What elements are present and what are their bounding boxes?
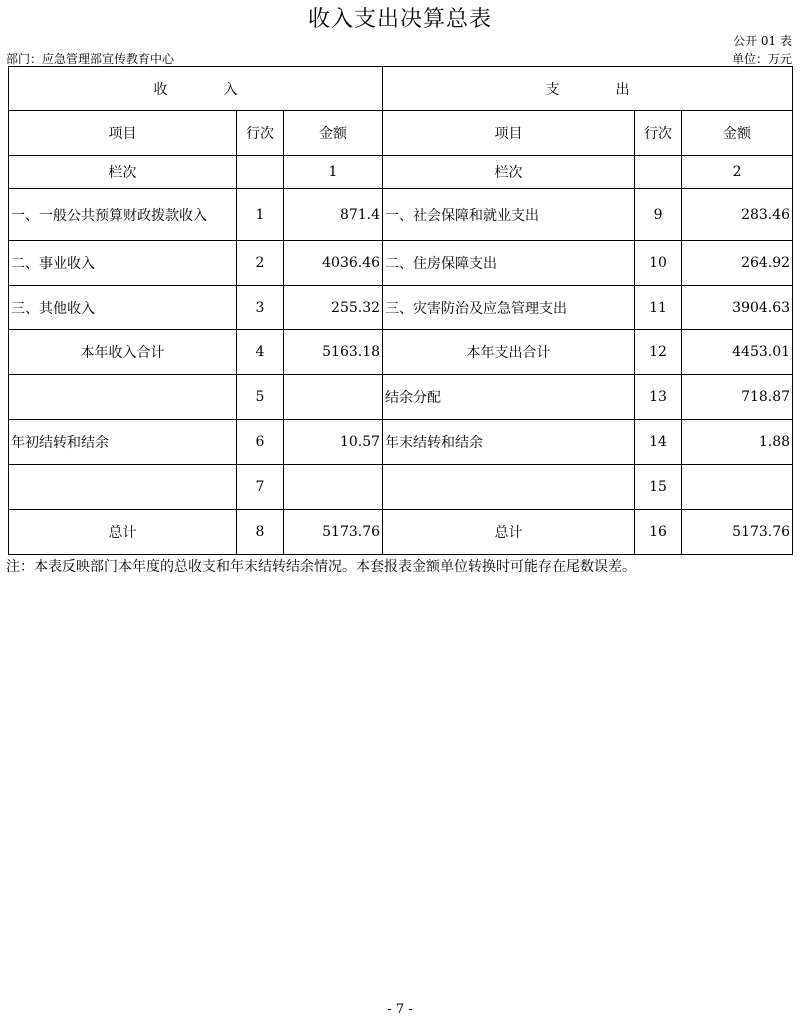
expense-amount: 718.87 — [682, 375, 793, 420]
income-row-no: 3 — [237, 286, 284, 330]
income-item — [9, 465, 237, 510]
unit-label: 单位：万元 — [731, 52, 792, 66]
lanci-income-col: 1 — [284, 156, 383, 189]
expense-row-no: 16 — [635, 510, 682, 555]
income-row-no: 8 — [237, 510, 284, 555]
income-row-no: 1 — [237, 189, 284, 241]
expense-item: 二、住房保障支出 — [383, 241, 635, 286]
table-row — [9, 465, 793, 510]
expense-row-no: 12 — [635, 330, 682, 375]
expense-item: 年末结转和结余 — [383, 420, 635, 465]
form-code: 公开 01 表 — [733, 34, 792, 48]
income-amount: 5173.76 — [284, 510, 383, 555]
table-row — [9, 510, 793, 555]
expense-item: 本年支出合计 — [383, 330, 635, 375]
expense-section-header: 支 出 — [383, 67, 793, 111]
expense-item-header: 项目 — [383, 111, 635, 156]
empty-cell — [237, 156, 284, 189]
income-item: 年初结转和结余 — [9, 420, 237, 465]
section-header-row — [9, 67, 793, 111]
expense-item: 一、社会保障和就业支出 — [383, 189, 635, 241]
income-amount: 4036.46 — [284, 241, 383, 286]
footnote: 注：本表反映部门本年度的总收支和年末结转结余情况。本套报表金额单位转换时可能存在尾数误差。 — [6, 559, 636, 575]
expense-item: 总计 — [383, 510, 635, 555]
expense-row-no: 13 — [635, 375, 682, 420]
income-item: 本年收入合计 — [9, 330, 237, 375]
expense-amount: 4453.01 — [682, 330, 793, 375]
expense-amount-header: 金额 — [682, 111, 793, 156]
income-row-no: 4 — [237, 330, 284, 375]
lanci-expense-col: 2 — [682, 156, 793, 189]
income-rowno-header: 行次 — [237, 111, 284, 156]
expense-amount: 3904.63 — [682, 286, 793, 330]
expense-amount — [682, 465, 793, 510]
income-item: 总计 — [9, 510, 237, 555]
income-row-no: 2 — [237, 241, 284, 286]
income-item-header: 项目 — [9, 111, 237, 156]
department-label: 部门：应急管理部宣传教育中心 — [6, 52, 175, 66]
expense-amount: 1.88 — [682, 420, 793, 465]
expense-amount: 264.92 — [682, 241, 793, 286]
lanci-label: 栏次 — [383, 156, 635, 189]
income-amount: 255.32 — [284, 286, 383, 330]
income-amount: 5163.18 — [284, 330, 383, 375]
expense-item: 三、灾害防治及应急管理支出 — [383, 286, 635, 330]
expense-rowno-header: 行次 — [635, 111, 682, 156]
table-row — [9, 241, 793, 286]
income-amount-header: 金额 — [284, 111, 383, 156]
income-row-no: 6 — [237, 420, 284, 465]
income-item — [9, 375, 237, 420]
income-section-header: 收 入 — [9, 67, 383, 111]
page-number: - 7 - — [387, 1002, 413, 1017]
lanci-row — [9, 156, 793, 189]
income-item: 二、事业收入 — [9, 241, 237, 286]
expense-row-no: 15 — [635, 465, 682, 510]
lanci-label: 栏次 — [9, 156, 237, 189]
expense-row-no: 14 — [635, 420, 682, 465]
income-amount: 10.57 — [284, 420, 383, 465]
empty-cell — [635, 156, 682, 189]
page-title: 收入支出决算总表 — [307, 7, 492, 32]
column-header-row — [9, 111, 793, 156]
income-row-no: 5 — [237, 375, 284, 420]
table-row — [9, 375, 793, 420]
income-amount — [284, 375, 383, 420]
expense-row-no: 11 — [635, 286, 682, 330]
expense-item: 结余分配 — [383, 375, 635, 420]
expense-row-no: 10 — [635, 241, 682, 286]
income-row-no: 7 — [237, 465, 284, 510]
expense-amount: 283.46 — [682, 189, 793, 241]
income-amount: 871.4 — [284, 189, 383, 241]
income-expense-table — [8, 66, 793, 555]
table-row — [9, 286, 793, 330]
income-item: 三、其他收入 — [9, 286, 237, 330]
expense-item — [383, 465, 635, 510]
expense-amount: 5173.76 — [682, 510, 793, 555]
table-row — [9, 189, 793, 241]
income-item: 一、一般公共预算财政拨款收入 — [9, 189, 237, 241]
table-row — [9, 420, 793, 465]
income-amount — [284, 465, 383, 510]
expense-row-no: 9 — [635, 189, 682, 241]
table-row — [9, 330, 793, 375]
